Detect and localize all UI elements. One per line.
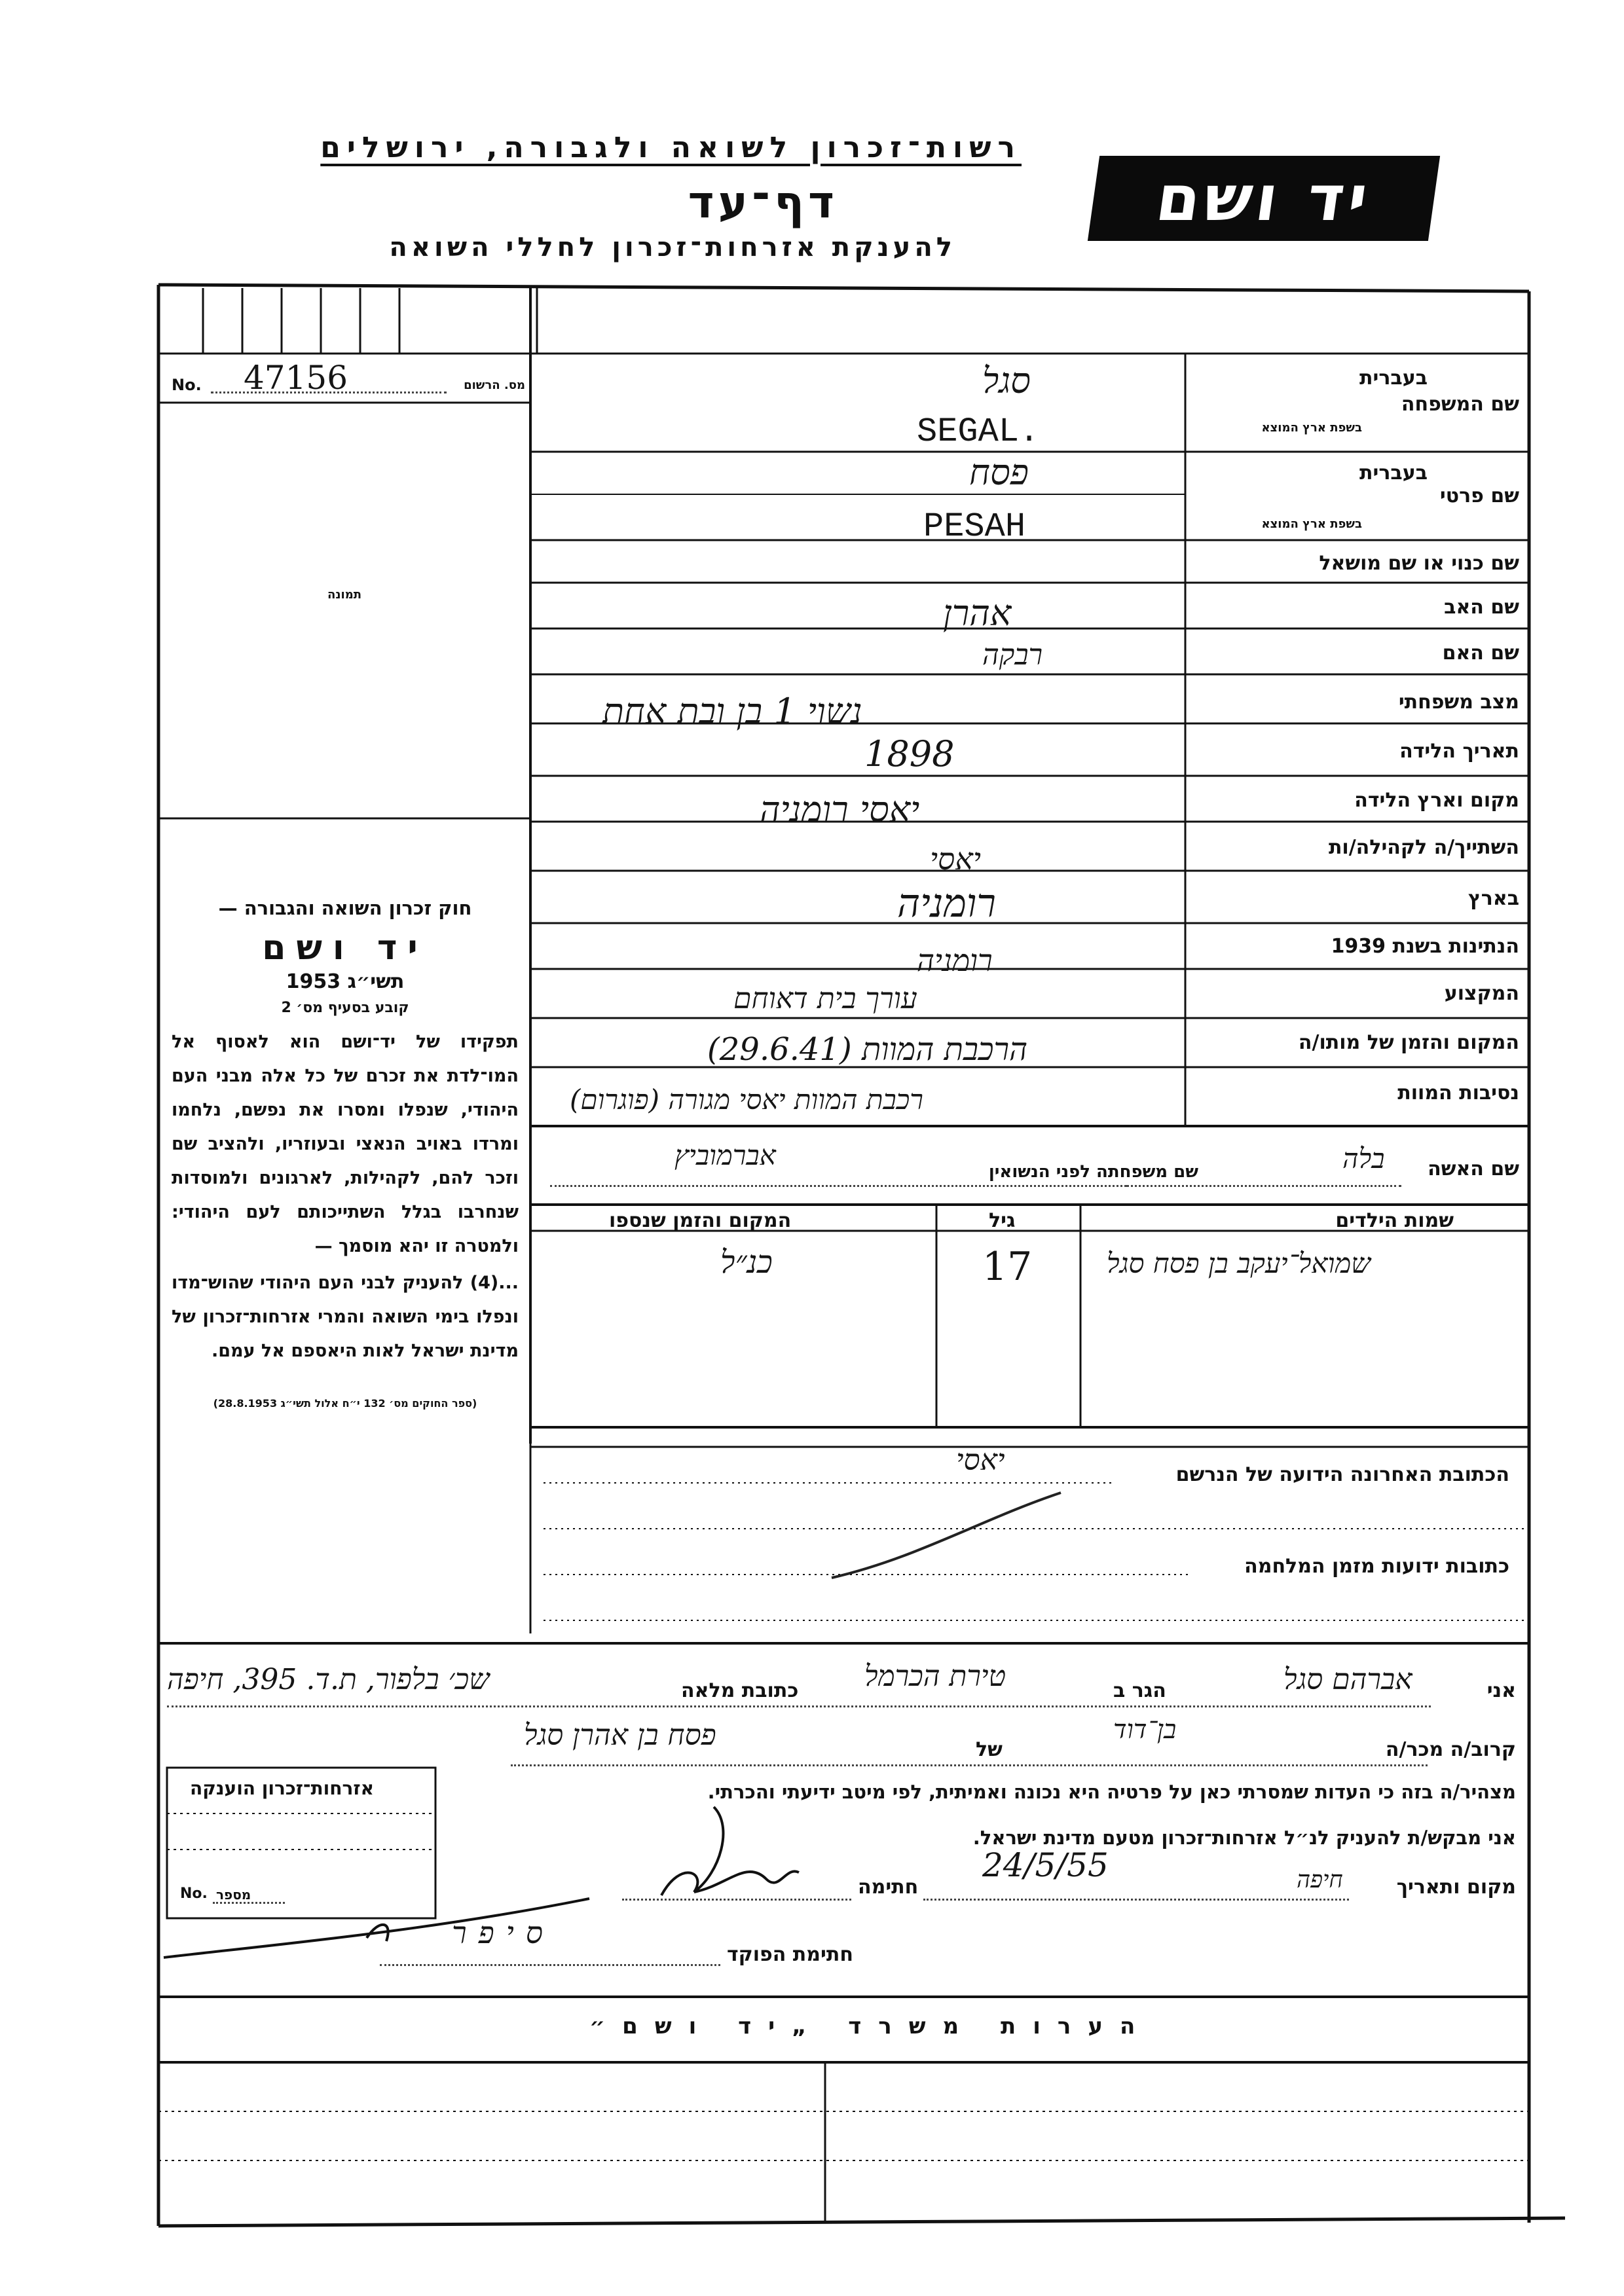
declarant-signature — [661, 1807, 799, 1895]
child-place: כנ״ל — [720, 1244, 773, 1281]
value-wife-maiden: אברמוביץ — [674, 1139, 776, 1171]
remarks-title: הערות משרד „יד ושם״ — [589, 2013, 1153, 2039]
value-family-hebrew: סגל — [982, 360, 1031, 401]
label-wife-maiden: שם משפחתה לפני הנשואין — [988, 1162, 1198, 1182]
label-first-name: שם פרטי — [1439, 484, 1519, 507]
label-death-place: המקום והזמן של מותו/ה — [1298, 1031, 1519, 1054]
label-wartime-address: כתובות ידועות מזמן המלחמה — [1244, 1555, 1509, 1578]
value-profession: עורך בית דאוחם — [733, 982, 917, 1015]
value-marital: נשוי 1 בן ובת אחת — [602, 691, 862, 732]
value-first-origin: PESAH — [923, 507, 1026, 546]
value-birth-place: יאסי רומניה — [760, 789, 920, 830]
value-mother: רבקה — [982, 638, 1043, 672]
label-community: השתייך/ה לקהילה/ות — [1328, 836, 1519, 859]
child-name: שמואל־יעקב בן פסח סגל — [1107, 1247, 1371, 1279]
value-last-address: יאסי — [956, 1444, 1005, 1477]
form-title: דף־עד — [688, 177, 838, 228]
reg-no-prefix: No. — [172, 376, 202, 394]
law-paragraph-1: תפקידו של יד־ושם הוא לאסוף אל המו־לדת את זכרם של כל אלה מבני העם היהודי, שנפלו ומסרו את נפשם, נלחמו ומרדו באויב הנאצי ובעוזריו, ולהציב שם וזכר להם, לקהילות, לארגונים ולמוסדות שנחרבו בגלל השתייכותם לעם היהודי: ולמטרה זו יהא מוסמך — — [172, 1032, 519, 1256]
value-birth-date: 1898 — [864, 733, 955, 774]
value-community: יאסי — [930, 841, 981, 877]
label-resides: הגר ב — [1113, 1679, 1166, 1702]
form-subtitle: להענקת אזרחות־זכרון לחללי השואה — [389, 232, 956, 263]
label-death-circumstances: נסיבות המוות — [1397, 1082, 1519, 1104]
value-father: אהרן — [943, 592, 1012, 634]
label-last-address: הכתובת האחרונה הידועה של הנרשם — [1175, 1463, 1509, 1486]
value-full-address: שכ׳ בלפור, ת.ד. 395, חיפה — [167, 1663, 490, 1696]
label-profession: המקצוע — [1444, 982, 1519, 1005]
law-section: קובע בסעיף מס׳ 2 — [281, 1000, 409, 1016]
law-name: יד ושם — [262, 928, 428, 968]
label-first-hebrew: בעברית — [1359, 462, 1428, 484]
value-death-place: הרכבת המוות (29.6.41) — [707, 1031, 1028, 1068]
value-of: פסח בן אהרן סגל — [524, 1719, 716, 1752]
label-birth-date: תאריך הלידה — [1399, 740, 1519, 763]
value-first-hebrew: פסח — [969, 452, 1029, 493]
value-place: חיפה — [1297, 1867, 1343, 1893]
label-i: אני — [1486, 1679, 1516, 1702]
value-wife: בלה — [1342, 1142, 1385, 1175]
value-resides: טירת הכרמל — [864, 1660, 1006, 1693]
label-mother: שם האם — [1442, 642, 1519, 665]
value-declarant-name: אברהם סגל — [1283, 1663, 1412, 1696]
label-relation: קרוב/ה מכר/ה — [1385, 1738, 1516, 1761]
citizenship-box-number-label: מספר — [216, 1887, 251, 1903]
value-officer-signature: סיפר — [452, 1915, 555, 1950]
value-relation: בן־דוד — [1113, 1715, 1177, 1745]
value-date: 24/5/55 — [982, 1846, 1109, 1884]
label-signature: חתימה — [858, 1876, 919, 1899]
logo-text: יד ושם — [1151, 162, 1376, 235]
label-full-address: כתובת מלאה — [681, 1679, 799, 1702]
label-of: של — [976, 1738, 1003, 1761]
label-country: בארץ — [1467, 887, 1519, 910]
children-header-place: המקום והזמן שנספו — [609, 1209, 792, 1232]
address-strike-stroke — [832, 1493, 1061, 1578]
children-header-age: גיל — [989, 1209, 1016, 1232]
label-nickname: שם כנוי או שם מושאל — [1319, 552, 1519, 575]
label-place-date: מקום ותאריך — [1396, 1876, 1516, 1899]
value-family-origin: SEGAL. — [917, 412, 1040, 451]
label-first-origin: בשפת ארץ המוצא — [1261, 517, 1362, 531]
yad-vashem-logo — [1088, 156, 1440, 241]
law-excerpt — [172, 897, 519, 1410]
registration-number — [172, 359, 525, 398]
child-age: 17 — [982, 1244, 1033, 1290]
value-citizenship-1939: רומניה — [917, 943, 993, 978]
declaration-text: מצהיר/ה בזה כי העדות שמסרתי כאן על פרטיה היא נכונה ואמיתית, לפי מיטב ידיעתי והכרתי. — [707, 1781, 1516, 1803]
label-family-name: שם המשפחה — [1401, 393, 1519, 416]
citizenship-box-no: No. — [180, 1886, 208, 1902]
law-title: חוק זכרון השואה והגבורה — — [218, 897, 472, 919]
label-wife: שם האשה — [1428, 1157, 1519, 1180]
label-officer-signature: חתימת הפוקד — [727, 1943, 853, 1966]
label-citizenship-1939: הנתינות בשנת 1939 — [1331, 935, 1519, 958]
law-year: תשי״ג 1953 — [286, 970, 405, 993]
law-source: (ספר החוקים מס׳ 132 י״ח אלול תשי״ג 28.8.1953) — [213, 1397, 477, 1410]
citizenship-box-title: אזרחות־זכרון הוענקה — [190, 1777, 374, 1799]
label-family-origin: בשפת ארץ המוצא — [1261, 421, 1362, 435]
value-death-circumstances: רכבת המוות יאסי מגורה (פוגרום) — [570, 1084, 923, 1116]
label-family-hebrew: בעברית — [1359, 367, 1428, 390]
children-header-name: שמות הילדים — [1335, 1209, 1454, 1232]
label-birth-place: מקום וארץ הלידה — [1354, 789, 1519, 812]
photo-label: תמונה — [327, 588, 362, 602]
reg-no-value: 47156 — [244, 359, 348, 397]
law-paragraph-2: ...(4) להעניק לבני העם היהודי שהוש־מדו ונפלו בימי השואה והמרי אזרחות־זכרון של מדינת ישראל לאות היאספם אל עמם. — [172, 1273, 519, 1361]
request-text: אני מבקש/ת להעניק לנ״ל אזרחות־זכרון מטעם מדינת ישראל. — [972, 1827, 1516, 1849]
reg-no-label: מס. הרשום — [464, 378, 525, 392]
label-father: שם האב — [1444, 596, 1519, 619]
authority-title: רשות־זכרון לשואה ולגבורה, ירושלים — [320, 131, 1022, 164]
value-country: רומניה — [897, 881, 996, 926]
label-marital: מצב משפחתי — [1398, 691, 1519, 714]
